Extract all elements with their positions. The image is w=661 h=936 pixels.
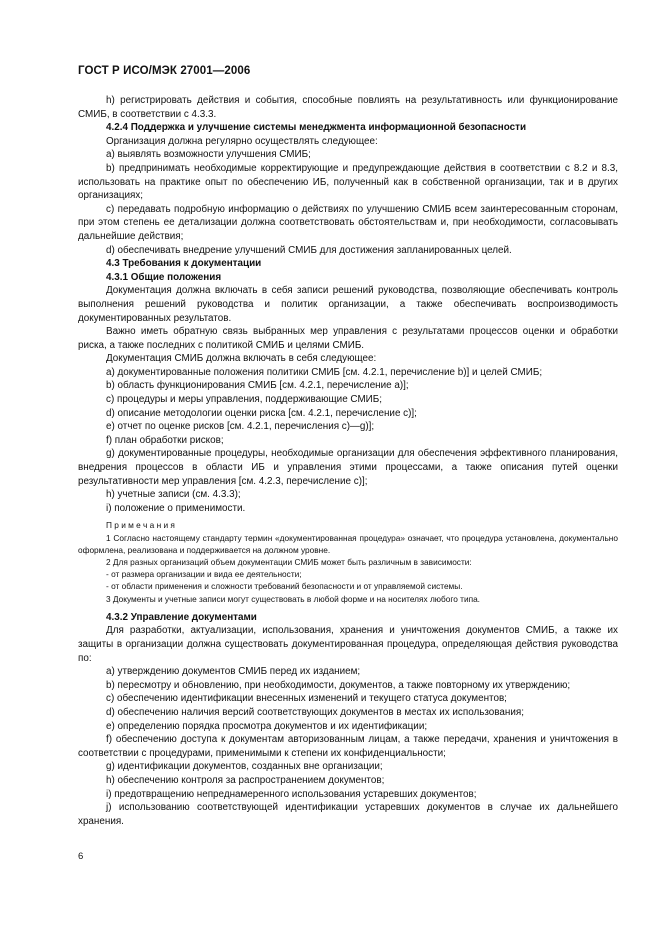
paragraph: Для разработки, актуализации, использования, хранения и уничтожения документов СМИБ, а также их защиты в организации должна существовать документированная процедура, определяющая действия руководства по: (78, 625, 618, 664)
paragraph: h) регистрировать действия и события, способные повлиять на результативность или функционирование СМИБ, в соответствии с 4.3.3. (78, 95, 618, 120)
paragraph: Важно иметь обратную связь выбранных мер управления с результатами процессов оценки и обработки риска, а также последних с политикой СМИБ и целями СМИБ. (78, 326, 618, 351)
document-body (78, 94, 618, 828)
list-item: c) обеспечению идентификации внесенных изменений и текущего статуса документов; (106, 693, 507, 705)
list-item: b) предпринимать необходимые корректирующие и предупреждающие действия в соответствии с 8.2 и 8.3, использовать на практике опыт по обеспечению ИБ, полученный как в собственной организации, так и в других организациях; (78, 162, 618, 202)
note-item: - от размера организации и вида ее деятельности; (106, 569, 302, 580)
list-item: a) документированные положения политики СМИБ [см. 4.2.1, перечисление b)] и целей СМИБ; (106, 366, 543, 378)
list-item: c) процедуры и меры управления, поддерживающие СМИБ; (106, 394, 382, 406)
note-item: 2 Для разных организаций объем документации СМИБ может быть различным в зависимости: (106, 557, 472, 568)
list-item: h) учетные записи (см. 4.3.3); (106, 489, 241, 501)
section-heading-4-2-4: 4.2.4 Поддержка и улучшение системы менеджмента информационной безопасности (106, 122, 527, 134)
note-item: - от области применения и сложности требований безопасности и от управляемой системы. (106, 581, 463, 592)
list-item: a) утверждению документов СМИБ перед их изданием; (106, 666, 361, 678)
list-item: a) выявлять возможности улучшения СМИБ; (106, 149, 311, 161)
list-item: j) использованию соответствующей идентификации устаревших документов в случае их дальнейшего хранения. (78, 802, 618, 827)
paragraph: Документация должна включать в себя записи решений руководства, позволяющие обеспечивать контроль выполнения решений руководства и политик организации, а также обеспечивать воспроизводимость документированных результатов. (78, 285, 618, 324)
note-item: 3 Документы и учетные записи могут существовать в любой форме и на носителях любого типа. (106, 593, 480, 604)
section-heading-4-3-2: 4.3.2 Управление документами (106, 611, 257, 623)
list-item: i) положение о применимости. (106, 502, 246, 514)
list-item: g) документированные процедуры, необходимые организации для обеспечения эффективного планирования, внедрения процессов в области ИБ и управления этими процессами, а также описания путей оценки результативности мер управления [см. 4.2.3, перечисление с)]; (78, 448, 618, 487)
list-item: d) обеспечению наличия версий соответствующих документов в местах их использования; (106, 706, 524, 718)
list-item: i) предотвращению непреднамеренного использования устаревших документов; (106, 788, 477, 800)
section-heading-4-3-1: 4.3.1 Общие положения (106, 271, 222, 283)
note-item: 1 Согласно настоящему стандарту термин «документированная процедура» означает, что процедура установлена, документально оформлена, реализована и поддерживается на должном уровне. (78, 532, 618, 555)
list-item: b) пересмотру и обновлению, при необходимости, документов, а также повторному их утверждению; (106, 679, 571, 691)
section-heading-4-3: 4.3 Требования к документации (106, 258, 262, 270)
list-item: c) передавать подробную информацию о действиях по улучшению СМИБ всем заинтересованным сторонам, при этом степень ее детализации должна соответствовать обстоятельствам и, при необходимости, согласовывать дальнейшие действия; (78, 203, 618, 242)
paragraph: Документация СМИБ должна включать в себя следующее: (106, 353, 377, 365)
page-number: 6 (78, 851, 84, 862)
list-item: g) идентификации документов, созданных вне организации; (106, 761, 383, 773)
list-item: f) обеспечению доступа к документам авторизованным лицам, а также передачи, хранения и уничтожения в соответствии с процедурами, применимыми к степени их конфиденциальности; (78, 734, 618, 759)
list-item: f) план обработки рисков; (106, 434, 224, 446)
list-item: d) описание методологии оценки риска [см. 4.2.1, перечисление с)]; (106, 407, 417, 419)
document-header-title: ГОСТ Р ИСО/МЭК 27001—2006 (78, 65, 251, 77)
list-item: e) отчет по оценке рисков [см. 4.2.1, перечисления с)—g)]; (106, 421, 375, 433)
notes-label: П р и м е ч а н и я (106, 520, 175, 531)
paragraph: Организация должна регулярно осуществлять следующее: (106, 135, 378, 147)
list-item: e) определению порядка просмотра документов и их идентификации; (106, 720, 428, 732)
list-item: h) обеспечению контроля за распространением документов; (106, 774, 385, 786)
list-item: b) область функционирования СМИБ [см. 4.2.1, перечисление а)]; (106, 380, 409, 392)
list-item: d) обеспечивать внедрение улучшений СМИБ для достижения запланированных целей. (106, 244, 512, 256)
